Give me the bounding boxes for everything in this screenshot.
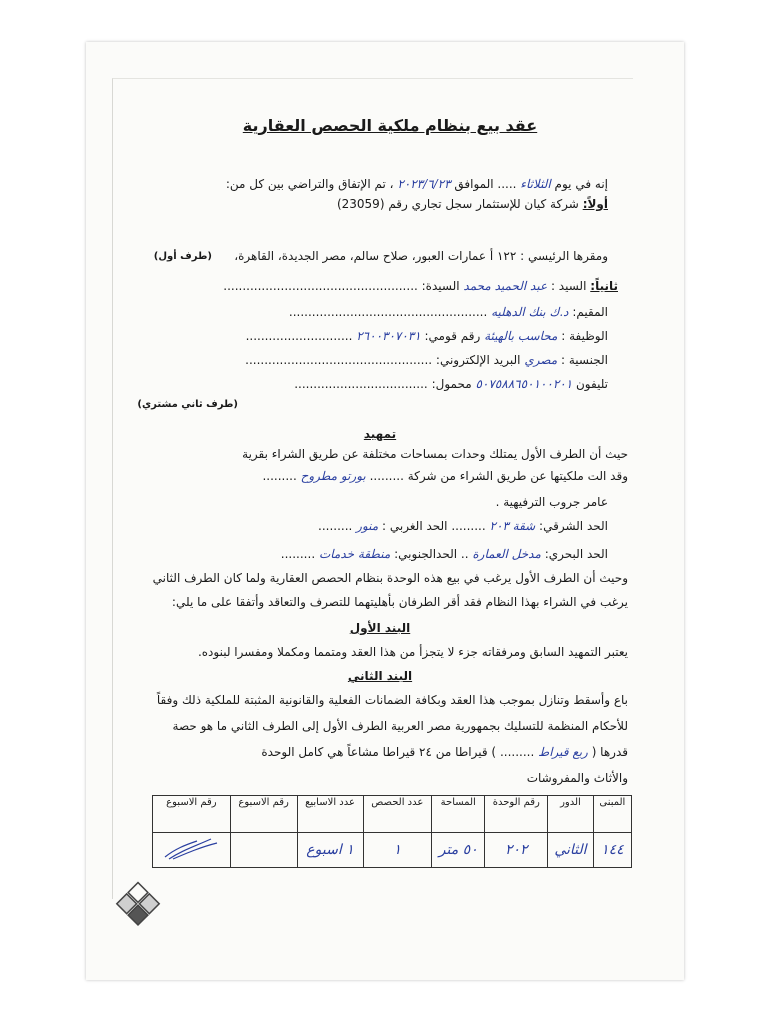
units-table-header-row: [153, 796, 632, 833]
mobile-dots: ...................................: [294, 377, 428, 391]
second-party-label: ثانياً:: [590, 279, 618, 293]
phone-label: تليفون: [575, 377, 608, 391]
header-week-number-2: رقم الاسبوع: [153, 796, 231, 833]
table-row: [153, 833, 632, 868]
email-dots: .................................................: [245, 353, 433, 367]
clause-2-line-3: قدرها ( ربع قيراط ......... ) قيراطا من ٢٤ قيراطا مشاعاً هي كامل الوحدة: [261, 745, 628, 759]
residence-dots: ....................................................: [288, 305, 488, 319]
preamble-heading: تمهيد: [363, 427, 397, 441]
clause-2-line-4: والأثاث والمفروشات: [526, 771, 628, 785]
nationality-label: الجنسية :: [561, 353, 608, 367]
id-label: رقم قومي:: [424, 329, 481, 343]
residence-label: المقيم:: [572, 305, 608, 319]
preamble-line-2: وقد الت ملكيتها عن طريق الشراء من شركة ......... بورتو مطروح .........: [262, 469, 628, 483]
preamble-village-handwriting: بورتو مطروح: [300, 469, 366, 483]
south-handwriting: منطقة خدمات: [318, 547, 391, 561]
second-party-tag: (طرف ثاني مشتري): [137, 399, 238, 410]
west-label: الحد الغربي :: [382, 519, 448, 533]
header-floor: الدور: [548, 796, 594, 833]
header-building: المبنى: [593, 796, 631, 833]
clause-2-line-1: باع وأسقط وتنازل بموجب هذا العقد وبكافة الضمانات الفعلية والقانونية المثبتة للملكية ذلك وفقاً: [156, 693, 628, 707]
preamble-line-7: يرغب في الشراء بهذا النظام فقد أقر الطرفان بأهليتهما للتصرف والتعاقد وأتفقا على ما يلي:: [171, 595, 628, 609]
company-logo-icon: [110, 880, 166, 936]
phone-line: [294, 376, 608, 392]
clause-1-text: يعتبر التمهيد السابق ومرفقاته جزء لا يتجزأ من هذا العقد ومتمما ومكملا ومفسرا لبنوده.: [197, 645, 628, 659]
name-handwriting: عبد الحميد محمد: [463, 279, 548, 293]
cell-floor: الثاني: [548, 833, 594, 868]
id-handwriting: ٢٦٠٠٣٠٧٠٣١: [356, 329, 421, 343]
clause-1-heading: البند الأول: [349, 621, 411, 635]
second-party-name-line: [223, 278, 618, 294]
bounds-line-1: الحد الشرقي: شقة ٢٠٣ ......... الحد الغربي : منور .........: [318, 519, 608, 533]
intro-line: [226, 176, 608, 192]
header-weeks-count: عدد الاسابيع: [297, 796, 363, 833]
clause-2-line-2: للأحكام المنظمة للتسليك بجمهورية مصر العربية الطرف الأول إلى الطرف الثاني ما هو حصة: [172, 719, 628, 733]
name-dots: السيدة: ...................................................: [223, 279, 460, 293]
name-label: السيد :: [550, 279, 587, 293]
first-party-hq: ومقرها الرئيسي : ١٢٢ أ عمارات العبور، صلاح سالم، مصر الجديدة، القاهرة،: [234, 249, 608, 263]
cell-weeks-count: ١ اسبوع: [297, 833, 363, 868]
header-area: المساحة: [432, 796, 485, 833]
header-shares: عدد الحصص: [363, 796, 432, 833]
east-handwriting: شقة ٢٠٣: [489, 519, 536, 533]
intro-suffix: ، تم الإتفاق والتراضي بين كل من:: [225, 177, 394, 191]
job-label: الوظيفة :: [561, 329, 608, 343]
mobile-label: محمول:: [431, 377, 472, 391]
nationality-line: [245, 352, 608, 368]
intro-day-handwriting: الثلاثاء: [520, 177, 551, 191]
intro-date-handwriting: ٢٠٢٣/٦/٢٣: [397, 177, 451, 191]
cell-week-number: [230, 833, 297, 868]
share-suffix: ) قيراطا من ٢٤ قيراطا مشاعاً هي كامل الوحدة: [261, 745, 497, 759]
clause-2-heading: البند الثاني: [347, 669, 413, 683]
first-party-tag: (طرف أول): [153, 251, 212, 262]
cell-unit-number: ٢٠٢: [485, 833, 548, 868]
south-label: الحدالجنوبي:: [394, 547, 458, 561]
email-label: البريد الإلكتروني:: [435, 353, 521, 367]
first-party-text: شركة كيان للإستثمار سجل تجاري رقم (23059): [336, 197, 579, 211]
share-prefix: قدرها (: [591, 745, 628, 759]
intro-middle: ..... الموافق: [454, 177, 517, 191]
job-line: [246, 328, 608, 344]
residence-handwriting: د.ك بنك الدهليه: [491, 305, 569, 319]
residence-line: [289, 304, 608, 320]
intro-prefix: إنه في يوم: [554, 177, 608, 191]
preamble-line-6: وحيث أن الطرف الأول يرغب في بيع هذه الوحدة بنظام الحصص العقارية ولما كان الطرف الثاني: [152, 571, 628, 585]
cell-area: ٥٠ متر: [432, 833, 485, 868]
west-handwriting: منور: [356, 519, 379, 533]
phone-handwriting: ٥٠٧٥٨٨٦٥٠١٠٠٢٠١: [475, 377, 573, 391]
preamble-line-1: حيث أن الطرف الأول يمتلك وحدات بمساحات مختلفة عن طريق الشراء بقرية: [242, 447, 628, 461]
preamble-line-2-text: وقد الت ملكيتها عن طريق الشراء من شركة: [407, 469, 628, 483]
header-unit-number: رقم الوحدة: [485, 796, 548, 833]
cell-shares: ١: [363, 833, 432, 868]
first-party-label: أولاً:: [582, 197, 608, 211]
north-label: الحد البحري:: [544, 547, 608, 561]
cell-week-number-2: [153, 833, 231, 868]
signature-scribble-icon: [161, 835, 221, 861]
header-week-number: رقم الاسبوع: [230, 796, 297, 833]
east-label: الحد الشرقي:: [539, 519, 608, 533]
units-table: [152, 795, 632, 868]
first-party-line: [337, 196, 608, 212]
north-handwriting: مدخل العمارة: [472, 547, 541, 561]
cell-building: ١٤٤: [593, 833, 631, 868]
preamble-line-3: عامر جروب الترفيهية .: [495, 495, 608, 509]
id-dots: ............................: [245, 329, 353, 343]
contract-title: عقد بيع بنظام ملكية الحصص العقارية: [242, 116, 538, 135]
job-handwriting: محاسب بالهيئة: [484, 329, 558, 343]
bounds-line-2: الحد البحري: مدخل العمارة .. الحدالجنوبي: منطقة خدمات .........: [280, 547, 608, 561]
share-handwriting: ربع قيراط: [538, 745, 588, 759]
nationality-handwriting: مصري: [524, 353, 558, 367]
